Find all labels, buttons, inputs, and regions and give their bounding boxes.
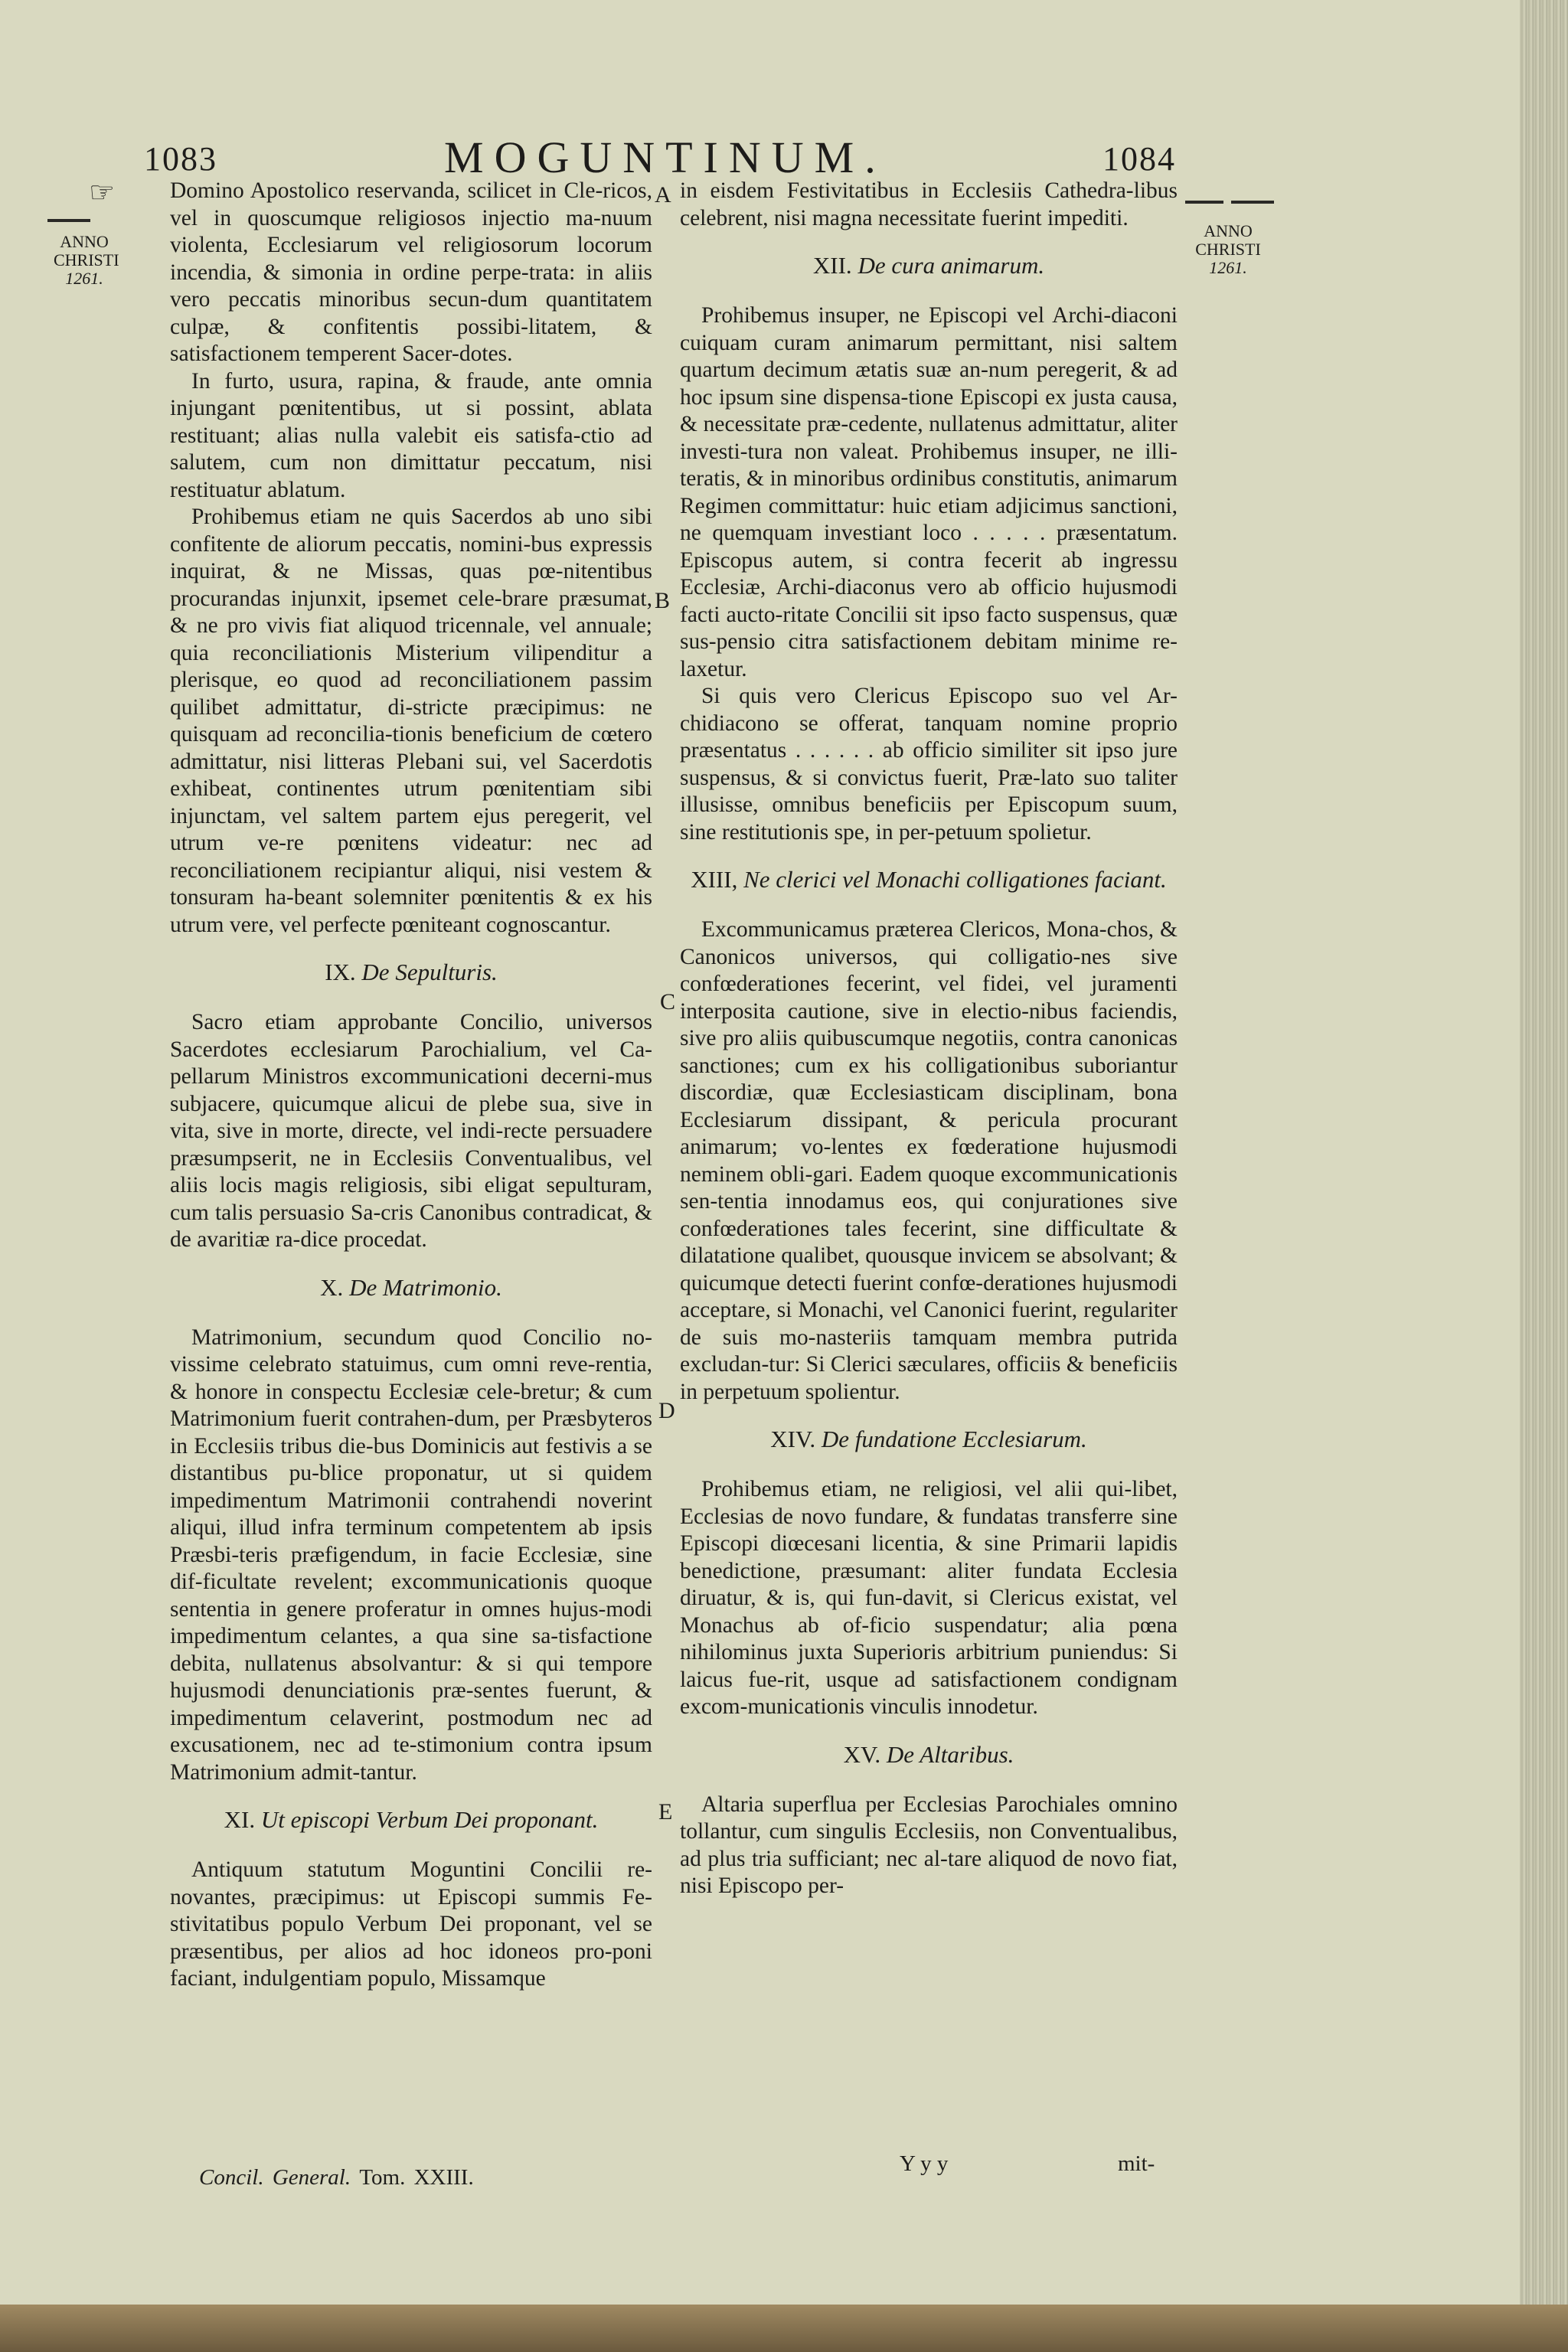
rule-right-1 — [1185, 201, 1223, 204]
binding-strip — [0, 2305, 1568, 2352]
heading-title: Ne clerici vel Monachi colligationes faciant. — [743, 866, 1167, 893]
paragraph: Domino Apostolico reservanda, scilicet in Cle-ricos, vel in quoscumque religiosos injectio ma-nuum violenta, Ecclesiarum vel religiosorum locorum incendia, & simonia in ordine perpe-trata: in aliis vero peccatis minoribus secun-dum quantitatem culpæ, & confitentis possibi-litatem, & satisfactionem temperent Sacer-dotes. — [170, 178, 652, 366]
margin-year: 1261. — [1209, 258, 1247, 277]
heading-title: Ut episcopi Verbum Dei proponant. — [260, 1806, 599, 1833]
paragraph: Altaria superflua per Ecclesias Parochiales omnino tollantur, cum singulis Ecclesiis, non Conventualibus, ad plus tria sufficiant; nec al-tare aliquod de novo fiat, nisi Episcopo per- — [680, 1792, 1178, 1898]
paragraph: Si quis vero Clericus Episcopo suo vel Ar-chidiacono se offerat, tanquam nomine proprio præsentatus . . . . . . ab officio similiter sit ipso jure suspensus, & si convictus fuerit, Præ-lato suo taliter illusisse, omnibus beneficiis per Episcopum suum, sine restitutionis spe, in per-petuum spolietur. — [680, 684, 1178, 844]
footer-tome: Tom. XXIII. — [359, 2165, 474, 2190]
heading-number: XI. — [224, 1806, 256, 1833]
heading-number: XIV. — [770, 1426, 816, 1452]
paragraph: Matrimonium, secundum quod Concilio no-vissime celebrato statuimus, cum omni reve-rentia, & honore in conspectu Ecclesiæ cele-bretur; & cum Matrimonium fuerit contrahen-dum, per Præsbyteros in Ecclesiis tribus die-bus Dominicis aut festivis a se distantibus pu-blice proponatur, ut si quidem impedimentum Matrimonii contrahendi noverint aliqui, illud infra terminum competentem ab ipsis Præsbi-teris præfigendum, in facie Ecclesiæ, sine dif-ficultate revelent; excommunicationis quoque sententia in genere proferatur in omnes hujus-modi impedimentum celantes, a qua sine sa-tisfactione debita, nullatenus absolvantur: & si qui tempore hujusmodi denunciationis præ-sentes fuerunt, & impedimentum celaverint, postmodum nec ad excusationem, nec ad te-stimonium contra ipsum Matrimonium admit-tantur. — [170, 1325, 652, 1785]
footer-signature: Concil. General. — [199, 2165, 351, 2190]
margin-anno-label: ANNO — [60, 232, 109, 251]
heading-number: IX. — [325, 959, 356, 985]
running-title: MOGUNTINUM. — [444, 132, 887, 182]
margin-christi-label: CHRISTI — [54, 250, 119, 270]
paragraph: in eisdem Festivitatibus in Ecclesiis Cathedra-libus celebrent, nisi magna necessitate fuerint impediti. — [680, 178, 1178, 230]
heading-number: XV. — [843, 1740, 881, 1768]
section-heading-ix — [170, 959, 652, 986]
footer-signature-line — [199, 2165, 474, 2190]
paragraph: Prohibemus etiam, ne religiosi, vel alii qui-libet, Ecclesias de novo fundare, & fundatas transferre sine Episcopi diœcesani licentia, & sine Primarii lapidis benedictione, præsumant: aliter fundata Ecclesia diruatur, & is, qui fun-davit, si Clericus existat, vel Monachus ab of-ficio suspendatur; alia pœna nihilominus juxta Superioris arbitrium puniendus: Si laicus fue-rit, usque ad satisfactionem condignam excom-municationis vinculis innodetur. — [680, 1477, 1178, 1719]
heading-number: XIII, — [691, 866, 738, 893]
section-heading-xii — [680, 252, 1178, 279]
page-number-left: 1083 — [144, 140, 217, 178]
paragraph: In furto, usura, rapina, & fraude, ante omnia injungant pœnitentibus, ut si possint, ablata restituant; alias nulla valebit eis satisfa-ctio ad salutem, cum non dimittatur peccatum, nisi restituatur ablatum. — [170, 368, 652, 502]
section-letter-e: E — [658, 1799, 673, 1824]
margin-christi-label: CHRISTI — [1195, 240, 1261, 259]
section-heading-xv — [680, 1741, 1178, 1769]
page-number-right: 1084 — [1102, 140, 1176, 178]
heading-number: XII. — [812, 252, 852, 279]
paragraph: Sacro etiam approbante Concilio, universos Sacerdotes ecclesiarum Parochialium, vel Ca-pellarum Ministros excommunicationi decerni-mus subjacere, quicumque alicui de plebe sua, sive in vita, sive in morte, directe, vel indi-recte persuadere præsumpserit, ne in Ecclesiis Conventualibus, vel aliis locis magis religiosis, sibi eligat sepulturam, cum talis persuasio Sa-cris Canonibus contradicat, & de avaritiæ ra-dice procedat. — [170, 1010, 652, 1252]
left-column — [170, 178, 652, 1993]
section-heading-xi — [170, 1806, 652, 1834]
section-heading-x — [170, 1274, 652, 1302]
rule-right-2 — [1231, 201, 1274, 204]
right-column — [680, 178, 1178, 1900]
page-edges — [1520, 0, 1568, 2352]
section-heading-xiv — [680, 1426, 1178, 1453]
paragraph: Prohibemus insuper, ne Episcopi vel Archi-diaconi cuiquam curam animarum permittant, nisi saltem quartum decimum ætatis suæ an-num peregerit, & ad hoc ipsum sine dispensa-tione Episcopi ex justa causa, & necessitate præ-cedente, nullatenus admittatur, aliter investi-tura non valeat. Prohibemus insuper, ne illi-teratis, & in minoribus ordinibus constitutis, animarum Regimen committatur: huic etiam adjicimus sanctioni, ne quemquam investiant loco . . . . . præsentatum. Episcopus autem, si contra fecerit ab ingressu Ecclesiæ, Archi-diaconus vero ab officio hujusmodi facti aucto-ritate Concilii sit ipso facto suspensus, quæ sus-pensio citra satisfactionem debitam minime re-laxetur. — [680, 303, 1178, 681]
paragraph: Prohibemus etiam ne quis Sacerdos ab uno sibi confitente de aliorum peccatis, nomini-bus expressis inquirat, & ne Missas, quas pœ-nitentibus procurandas injunxit, ipsemet cele-brare præsumat, & ne pro vivis fiat aliquod tricennale, vel annuale; quia reconciliationis Misterium vilipenditur a plerisque, eo quod ad reconciliationem passim quilibet admittatur, di-stricte præcipimus: ne quisquam ad reconcilia-tionis beneficium de cœtero admittatur, nisi litteras Plebani sui, vel Sacerdotis exhibeat, continentes utrum pœnitentiam sibi injunctam, vel saltem partem ejus peregerit, vel utrum ve-re pœnitens videatur: nec ad reconciliationem recipiantur aliqui, nisi vestem & tonsuram ha-beant solemniter pœnitentis & ex his utrum vere, vel perfecte pœniteant cognoscantur. — [170, 505, 652, 937]
heading-title: De fundatione Ecclesiarum. — [821, 1426, 1087, 1452]
heading-title: De cura animarum. — [858, 252, 1045, 279]
section-letter-a: A — [655, 182, 671, 207]
section-letter-c: C — [660, 989, 676, 1014]
section-letter-b: B — [655, 588, 671, 613]
margin-anno-label: ANNO — [1204, 221, 1253, 240]
section-heading-xiii — [680, 866, 1178, 893]
margin-anno-right — [1191, 222, 1265, 277]
margin-year: 1261. — [65, 269, 103, 288]
heading-title: De Sepulturis. — [361, 959, 498, 985]
section-letter-d: D — [658, 1398, 675, 1423]
heading-number: X. — [320, 1273, 344, 1301]
signature-mark: Y y y — [900, 2151, 949, 2176]
catchword: mit- — [1118, 2151, 1155, 2176]
heading-title: De Matrimonio. — [349, 1273, 502, 1301]
margin-anno-left — [54, 232, 119, 288]
rule-left — [47, 219, 90, 222]
heading-title: De Altaribus. — [886, 1740, 1014, 1768]
paragraph: Antiquum statutum Moguntini Concilii re-novantes, præcipimus: ut Episcopi summis Fe-stivitatibus populo Verbum Dei proponant, vel se præsentibus, per alios ad hoc idoneos pro-poni faciant, indulgentiam populo, Missamque — [170, 1857, 652, 1991]
manicule-icon: ☞ — [89, 177, 116, 209]
paragraph: Excommunicamus præterea Clericos, Mona-chos, & Canonicos universos, qui colligatio-nes sive confœderationes fecerint, vel fidei, vel juramenti interposita cautione, sive in electio-nibus faciendis, sive pro aliis quibuscumque negotiis, contra canonicas sanctiones; cum ex his colligationibus suboriantur discordiæ, quæ Ecclesiasticam disciplinam, bona Ecclesiarum dissipant, & pericula procurant animarum; vo-lentes ex fœderatione hujusmodi neminem obli-gari. Eadem quoque excommunicationis sen-tentia innodamus eos, qui conjurationes sive confœderationes tales fecerint, sine difficultate & dilatatione qualibet, quousque invicem se absolvant; & quicumque detecti fuerint confœ-derationes hujusmodi acceptare, si Monachi, vel Canonici fuerint, regulariter de suis mo-nasteriis tamquam membra putrida excludan-tur: Si Clerici sæculares, officiis & beneficiis in perpetuum spolientur. — [680, 917, 1178, 1404]
